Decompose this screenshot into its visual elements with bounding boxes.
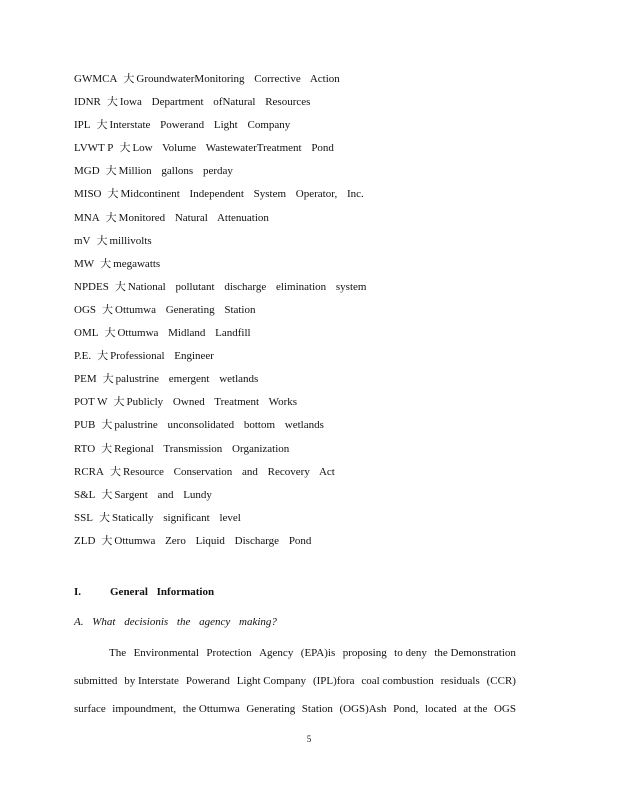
abbreviation-term: GWMCA xyxy=(74,73,118,85)
abbreviation-separator: 大 xyxy=(100,257,112,270)
paragraph-word: proposing xyxy=(342,647,387,659)
abbreviation-term: RCRA xyxy=(74,465,104,478)
abbreviation-term: SSL xyxy=(74,511,93,524)
abbreviation-term: OML xyxy=(74,327,99,340)
abbreviation-separator: 大 xyxy=(97,350,109,363)
abbreviation-definition: National pollutant discharge elimination system xyxy=(127,280,367,293)
abbreviation-row xyxy=(74,461,554,484)
abbreviation-term: S&L xyxy=(74,488,96,501)
abbreviation-separator: 大 xyxy=(109,465,121,478)
section-number: I. xyxy=(74,586,82,598)
abbreviation-separator: 大 xyxy=(119,142,131,155)
abbreviation-definition: Low Volume WastewaterTreatment Pond xyxy=(132,142,334,155)
abbreviation-separator: 大 xyxy=(96,119,108,132)
abbreviation-row xyxy=(74,322,554,345)
paragraph-word: located xyxy=(424,703,457,715)
abbreviation-row xyxy=(74,207,554,230)
abbreviation-row xyxy=(74,484,554,507)
abbreviation-row xyxy=(74,530,554,553)
abbreviation-definition: Midcontinent Independent System Operator, Inc. xyxy=(120,188,364,201)
paragraph-word: Protection xyxy=(206,647,252,659)
paragraph-word: Powerand xyxy=(185,675,230,687)
abbreviation-definition: Monitored Natural Attenuation xyxy=(118,211,269,224)
abbreviation-row xyxy=(74,391,554,414)
abbreviation-separator: 大 xyxy=(105,211,117,224)
abbreviation-row xyxy=(74,507,554,530)
paragraph-word: impoundment, xyxy=(112,703,177,715)
abbreviation-separator: 大 xyxy=(101,419,113,432)
paragraph-word: (CCR) xyxy=(486,675,516,687)
paragraph-word: Agency xyxy=(259,647,294,659)
abbreviation-row xyxy=(74,253,554,276)
paragraph-word: Station xyxy=(301,703,333,715)
paragraph-word: OGS xyxy=(493,703,516,715)
abbreviation-row xyxy=(74,183,554,206)
abbreviation-term: OGS xyxy=(74,303,97,316)
paragraph-word: Pond, xyxy=(393,703,419,715)
abbreviation-term: MW xyxy=(74,257,95,270)
abbreviation-definition: palustrine unconsolidated bottom wetlands xyxy=(114,419,324,432)
abbreviation-definition: megawatts xyxy=(113,257,161,270)
paragraph-word: the Demonstration xyxy=(434,647,516,659)
abbreviation-term: PEM xyxy=(74,373,97,386)
abbreviation-definition: Ottumwa Generating Station xyxy=(115,303,256,316)
paragraph-word: to deny xyxy=(394,647,427,659)
abbreviation-row xyxy=(74,91,554,114)
abbreviation-term: mV xyxy=(74,234,91,247)
paragraph-word: (OGS)Ash xyxy=(339,703,387,715)
abbreviation-term: POT W xyxy=(74,396,108,409)
abbreviation-row xyxy=(74,368,554,391)
abbreviation-term: MGD xyxy=(74,165,100,178)
abbreviation-term: ZLD xyxy=(74,534,96,547)
paragraph-line xyxy=(74,698,516,726)
abbreviation-definition: Iowa Department ofNatural Resources xyxy=(119,96,311,109)
abbreviation-definition: palustrine emergent wetlands xyxy=(115,373,259,386)
abbreviation-row xyxy=(74,299,554,322)
paragraph-word: residuals xyxy=(440,675,480,687)
body-paragraph xyxy=(74,642,516,726)
abbreviation-term: NPDES xyxy=(74,280,109,293)
abbreviation-row xyxy=(74,137,554,160)
abbreviation-separator: 大 xyxy=(106,96,118,109)
abbreviation-separator: 大 xyxy=(101,442,113,455)
abbreviation-term: LVWT P xyxy=(74,142,114,155)
paragraph-word: (IPL)fora xyxy=(312,675,355,687)
subsection-heading: A. What decisionis the agency making? xyxy=(74,616,277,628)
abbreviation-list xyxy=(74,68,554,553)
paragraph-word: by Interstate xyxy=(124,675,179,687)
abbreviation-row xyxy=(74,230,554,253)
abbreviation-row xyxy=(74,68,554,91)
abbreviation-term: IPL xyxy=(74,119,91,132)
paragraph-word: submitted xyxy=(74,675,118,687)
abbreviation-separator: 大 xyxy=(107,188,119,201)
abbreviation-definition: Ottumwa Midland Landfill xyxy=(117,327,251,340)
abbreviation-definition: GroundwaterMonitoring Corrective Action xyxy=(136,73,340,85)
abbreviation-separator: 大 xyxy=(101,534,113,547)
abbreviation-term: RTO xyxy=(74,442,96,455)
abbreviation-separator: 大 xyxy=(105,165,117,178)
abbreviation-row xyxy=(74,345,554,368)
paragraph-word: Light Company xyxy=(236,675,307,687)
paragraph-word: Environmental xyxy=(133,647,199,659)
abbreviation-term: P.E. xyxy=(74,350,92,363)
section-title: General Information xyxy=(110,586,215,598)
abbreviation-term: PUB xyxy=(74,419,96,432)
abbreviation-separator: 大 xyxy=(123,73,135,85)
abbreviation-row xyxy=(74,414,554,437)
abbreviation-separator: 大 xyxy=(96,234,108,247)
abbreviation-separator: 大 xyxy=(101,488,113,501)
abbreviation-separator: 大 xyxy=(98,511,110,524)
abbreviation-definition: Resource Conservation and Recovery Act xyxy=(122,465,335,478)
page-number: 5 xyxy=(306,734,312,744)
abbreviation-separator: 大 xyxy=(102,373,114,386)
abbreviation-definition: Sargent and Lundy xyxy=(114,488,212,501)
abbreviation-separator: 大 xyxy=(104,327,116,340)
abbreviation-row xyxy=(74,438,554,461)
paragraph-word: the Ottumwa xyxy=(182,703,240,715)
abbreviation-term: MNA xyxy=(74,211,100,224)
abbreviation-separator: 大 xyxy=(114,280,126,293)
paragraph-word: (EPA)is xyxy=(300,647,336,659)
abbreviation-separator: 大 xyxy=(102,303,114,316)
paragraph-word: at the xyxy=(463,703,488,715)
abbreviation-definition: Ottumwa Zero Liquid Discharge Pond xyxy=(114,534,312,547)
abbreviation-definition: Regional Transmission Organization xyxy=(114,442,290,455)
abbreviation-definition: Professional Engineer xyxy=(110,350,214,363)
abbreviation-definition: Publicly Owned Treatment Works xyxy=(126,396,298,409)
abbreviation-definition: millivolts xyxy=(109,234,152,247)
abbreviation-definition: Interstate Powerand Light Company xyxy=(109,119,291,132)
abbreviation-row xyxy=(74,160,554,183)
paragraph-line xyxy=(74,642,516,670)
section-heading xyxy=(74,586,214,598)
abbreviation-term: IDNR xyxy=(74,96,101,109)
abbreviation-definition: Million gallons perday xyxy=(118,165,233,178)
abbreviation-term: MISO xyxy=(74,188,102,201)
abbreviation-definition: Statically significant level xyxy=(111,511,241,524)
paragraph-word: surface xyxy=(74,703,106,715)
paragraph-word: The xyxy=(109,647,127,659)
paragraph-word: Generating xyxy=(246,703,296,715)
abbreviation-row xyxy=(74,114,554,137)
abbreviation-row xyxy=(74,276,554,299)
paragraph-word: coal combustion xyxy=(361,675,434,687)
abbreviation-separator: 大 xyxy=(113,396,125,409)
paragraph-line xyxy=(74,670,516,698)
